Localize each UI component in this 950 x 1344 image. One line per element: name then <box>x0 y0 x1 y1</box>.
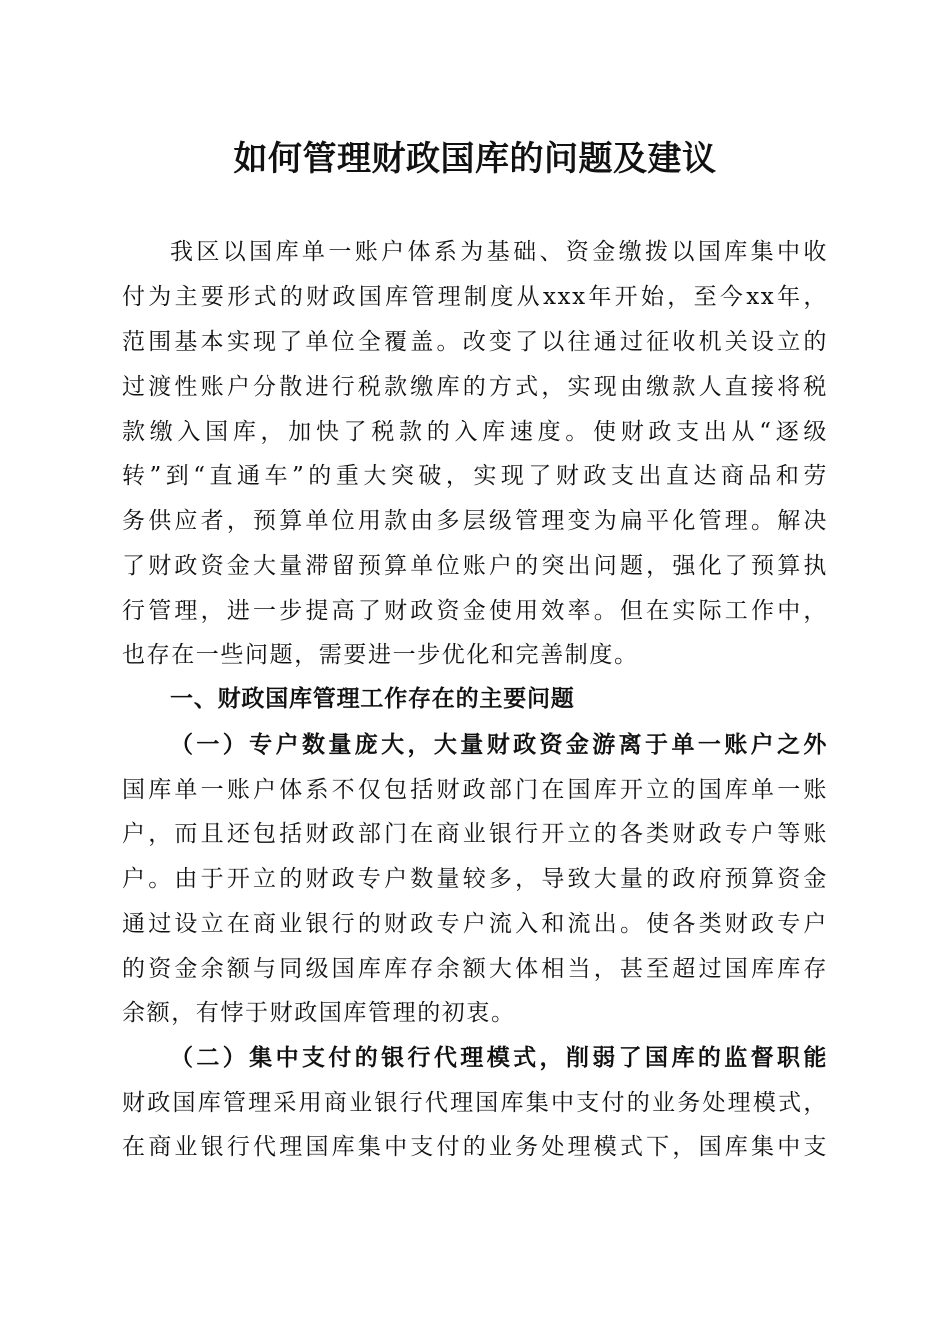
section-heading: 一、财政国库管理工作存在的主要问题 <box>170 686 575 712</box>
paragraph-line: 户，而且还包括财政部门在商业银行开立的各类财政专户等账 <box>122 821 828 847</box>
paragraph-line: 余额，有悖于财政国库管理的初衷。 <box>122 1000 516 1026</box>
subsection-heading: （一）专户数量庞大，大量财政资金游离于单一账户之外 <box>170 731 828 758</box>
paragraph-line: 也存在一些问题，需要进一步优化和完善制度。 <box>122 642 639 668</box>
paragraph-line: 付为主要形式的财政国库管理制度从xxx年开始，至今xx年， <box>122 284 828 310</box>
paragraph-line: 款缴入国库，加快了税款的入库速度。使财政支出从“逐级 <box>122 419 828 445</box>
document-title: 如何管理财政国库的问题及建议 <box>233 139 717 179</box>
paragraph-line: 务供应者，预算单位用款由多层级管理变为扁平化管理。解决 <box>122 508 828 534</box>
paragraph-line: 范围基本实现了单位全覆盖。改变了以往通过征收机关设立的 <box>122 329 828 355</box>
paragraph-line: 户。由于开立的财政专户数量较多，导致大量的政府预算资金 <box>122 866 828 892</box>
paragraph-line: 我区以国库单一账户体系为基础、资金缴拨以国库集中收 <box>170 239 828 265</box>
paragraph-line: 在商业银行代理国库集中支付的业务处理模式下，国库集中支 <box>122 1134 828 1160</box>
paragraph-line: 过渡性账户分散进行税款缴库的方式，实现由缴款人直接将税 <box>122 374 828 400</box>
paragraph-line: 通过设立在商业银行的财政专户流入和流出。使各类财政专户 <box>122 911 828 937</box>
subsection-heading: （二）集中支付的银行代理模式，削弱了国库的监督职能 <box>170 1044 828 1071</box>
paragraph-line: 财政国库管理采用商业银行代理国库集中支付的业务处理模式， <box>122 1090 828 1116</box>
paragraph-line: 了财政资金大量滞留预算单位账户的突出问题，强化了预算执 <box>122 553 828 579</box>
paragraph-line: 转”到“直通车”的重大突破，实现了财政支出直达商品和劳 <box>122 463 828 489</box>
paragraph-line: 国库单一账户体系不仅包括财政部门在国库开立的国库单一账 <box>122 777 828 803</box>
paragraph-line: 的资金余额与同级国库库存余额大体相当，甚至超过国库库存 <box>122 956 828 982</box>
paragraph-line: 行管理，进一步提高了财政资金使用效率。但在实际工作中， <box>122 598 828 624</box>
